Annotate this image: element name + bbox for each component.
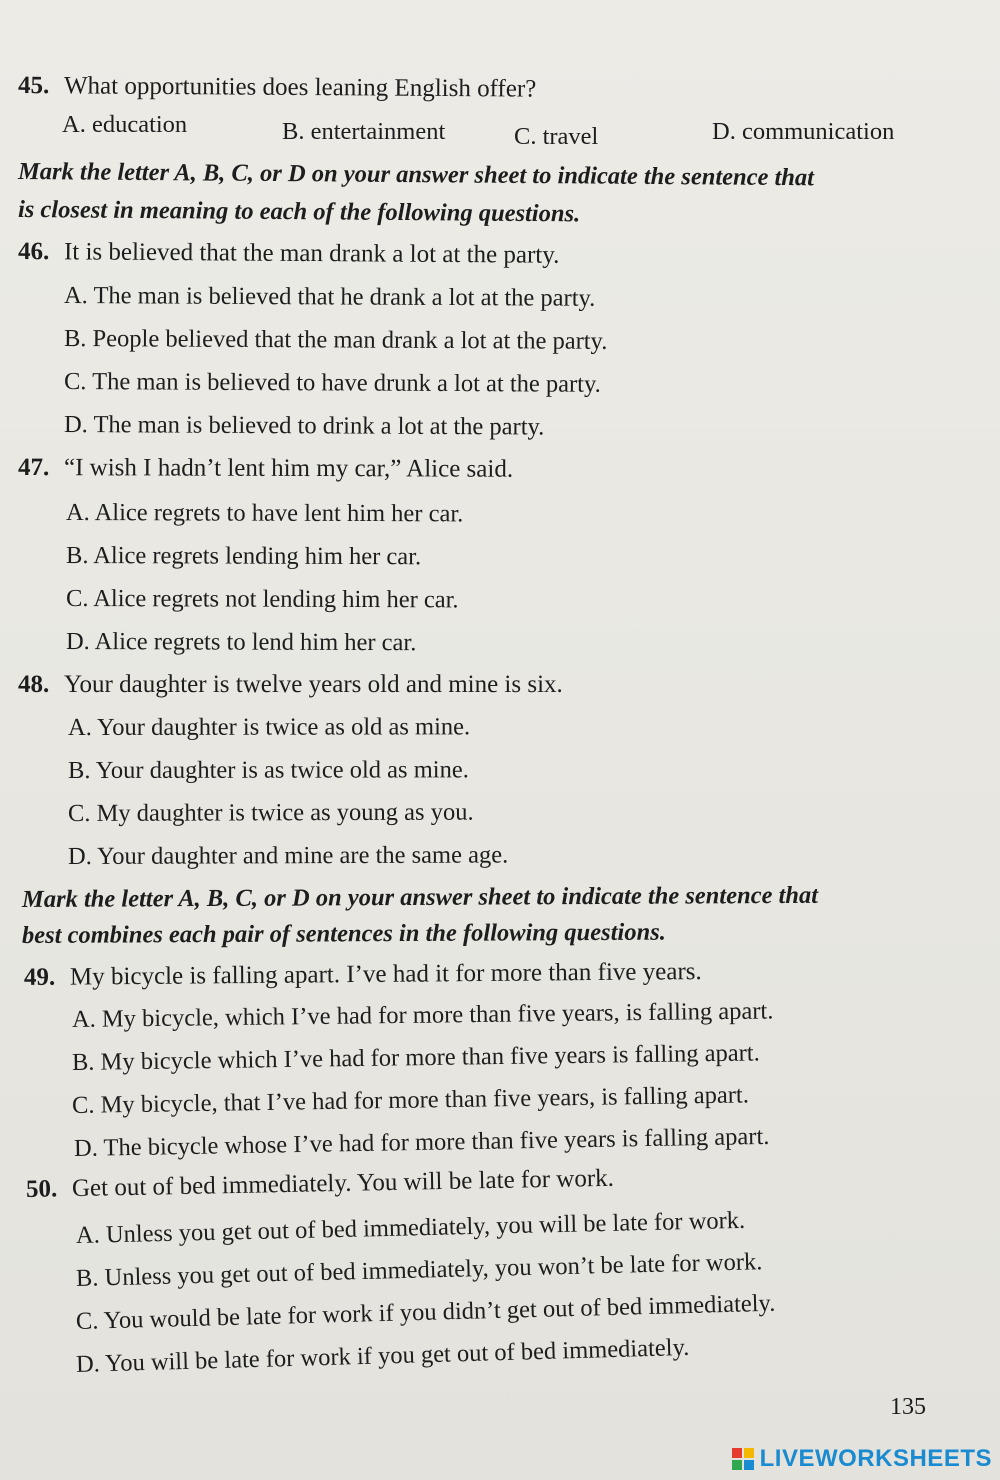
question-number: 49.	[23, 963, 56, 991]
question-48	[18, 671, 563, 699]
question-text: My bicycle is falling apart. I’ve had it for more than five years.	[69, 958, 702, 991]
option-46-a[interactable]: A. The man is believed that he drank a lot at the party.	[63, 282, 596, 312]
option-47-b[interactable]: B. Alice regrets lending him her car.	[65, 542, 422, 571]
option-46-b[interactable]: B. People believed that the man drank a lot at the party.	[63, 325, 608, 355]
option-45-d[interactable]: D. communication	[712, 118, 895, 145]
instruction-best-combines-line2: best combines each pair of sentences in the following questions.	[21, 918, 666, 949]
question-50	[26, 1165, 614, 1204]
option-46-d[interactable]: D. The man is believed to drink a lot at the party.	[63, 411, 545, 441]
option-50-a[interactable]: A. Unless you get out of bed immediately, you will be late for work.	[75, 1206, 746, 1249]
option-50-b[interactable]: B. Unless you get out of bed immediately, you won’t be late for work.	[75, 1248, 763, 1292]
option-45-c[interactable]: C. travel	[514, 123, 599, 150]
question-text: “I wish I hadn’t lent him my car,” Alice said.	[63, 454, 514, 483]
option-47-d[interactable]: D. Alice regrets to lend him her car.	[65, 628, 417, 657]
option-49-b[interactable]: B. My bicycle which I’ve had for more than five years is falling apart.	[71, 1039, 760, 1076]
question-number: 45.	[17, 72, 50, 100]
option-50-d[interactable]: D. You will be late for work if you get out of bed immediately.	[75, 1333, 690, 1378]
question-number: 46.	[17, 238, 50, 266]
question-46	[18, 238, 560, 270]
question-text: It is believed that the man drank a lot at the party.	[63, 238, 560, 269]
option-45-a[interactable]: A. education	[62, 111, 188, 138]
question-47	[18, 454, 513, 484]
option-48-c[interactable]: C. My daughter is twice as young as you.	[67, 798, 474, 827]
liveworksheets-logo-icon	[732, 1448, 754, 1470]
option-47-c[interactable]: C. Alice regrets not lending him her car.	[65, 585, 459, 614]
option-48-a[interactable]: A. Your daughter is twice as old as mine.	[67, 713, 471, 741]
option-46-c[interactable]: C. The man is believed to have drunk a lot at the party.	[63, 368, 601, 398]
instruction-closest-meaning-line1: Mark the letter A, B, C, or D on your answer sheet to indicate the sentence that	[17, 158, 815, 192]
instruction-best-combines-line1: Mark the letter A, B, C, or D on your answer sheet to indicate the sentence that	[21, 881, 819, 913]
option-49-a[interactable]: A. My bicycle, which I’ve had for more than five years, is falling apart.	[71, 997, 774, 1033]
question-text: Get out of bed immediately. You will be late for work.	[71, 1164, 615, 1203]
instruction-closest-meaning-line2: is closest in meaning to each of the following questions.	[17, 196, 581, 228]
question-text: Your daughter is twelve years old and mine is six.	[64, 671, 563, 698]
question-number: 48.	[18, 671, 50, 698]
question-49	[24, 958, 702, 992]
option-48-d[interactable]: D. Your daughter and mine are the same age.	[67, 841, 509, 870]
liveworksheets-logo-text: LIVEWORKSHEETS	[759, 1445, 992, 1472]
question-number: 47.	[17, 454, 50, 482]
option-48-b[interactable]: B. Your daughter is as twice old as mine.	[67, 756, 469, 784]
liveworksheets-logo	[732, 1444, 992, 1474]
page-number: 135	[890, 1394, 926, 1420]
question-45	[18, 72, 537, 104]
option-50-c[interactable]: C. You would be late for work if you didn’t get out of bed immediately.	[75, 1289, 776, 1335]
question-text: What opportunities does leaning English offer?	[63, 72, 537, 103]
option-45-b[interactable]: B. entertainment	[282, 118, 446, 145]
option-47-a[interactable]: A. Alice regrets to have lent him her car.	[65, 499, 464, 528]
question-number: 50.	[25, 1175, 58, 1203]
option-49-c[interactable]: C. My bicycle, that I’ve had for more than five years, is falling apart.	[71, 1081, 750, 1119]
option-49-d[interactable]: D. The bicycle whose I’ve had for more than five years is falling apart.	[73, 1122, 770, 1162]
